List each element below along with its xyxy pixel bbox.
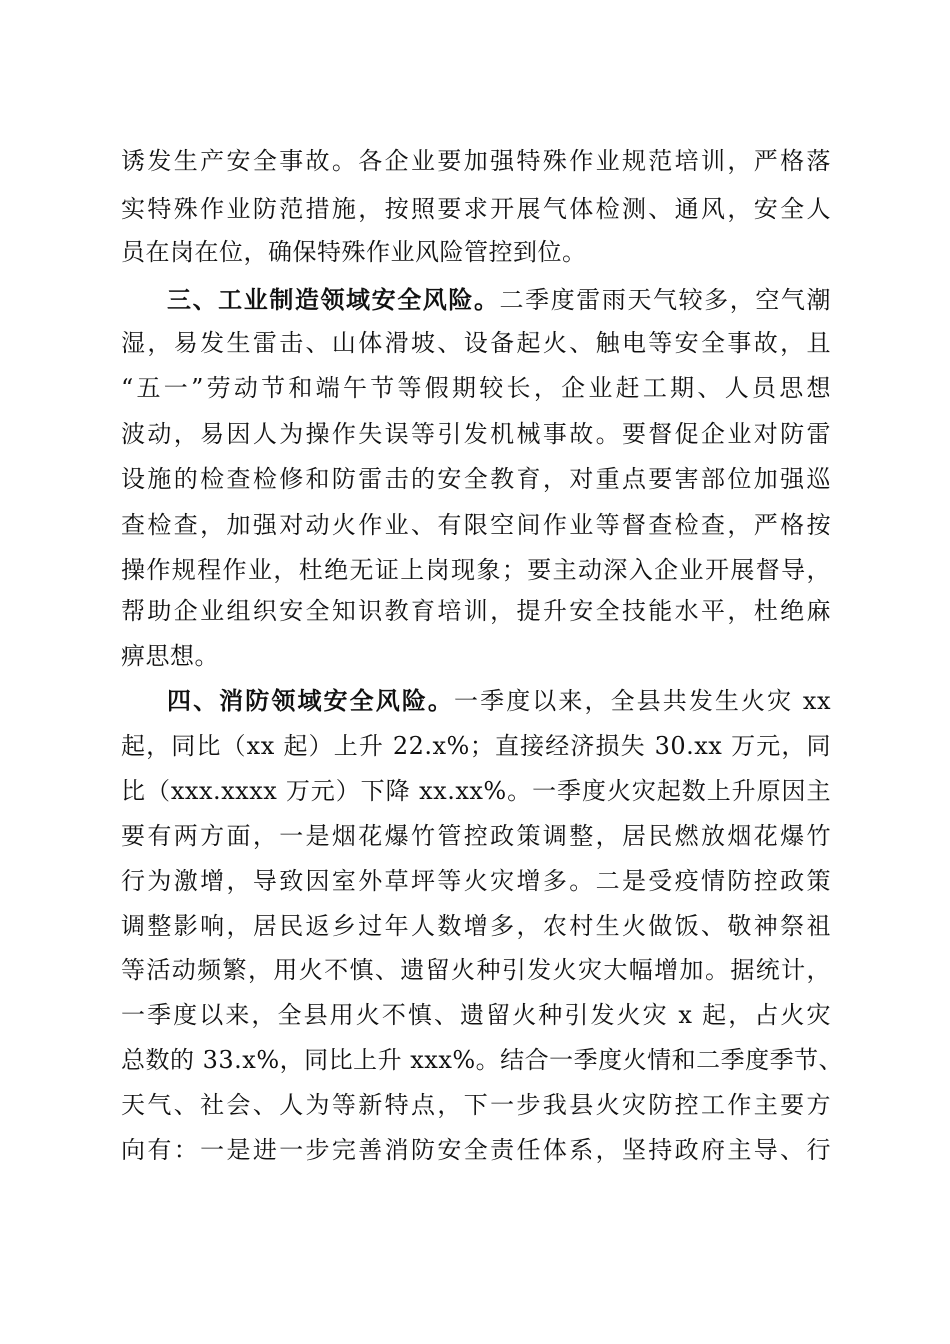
text-line: “五一”劳动节和端午节等假期较长，企业赶工期、人员思想 <box>121 374 831 402</box>
text-line: 湿，易发生雷击、山体滑坡、设备起火、触电等安全事故，且 <box>121 329 831 357</box>
section-heading: 四、消防领域安全风险。 <box>167 687 455 715</box>
text-line: 诱发生产安全事故。各企业要加强特殊作业规范培训，严格落 <box>121 147 831 175</box>
text-line: 帮助企业组织安全知识教育培训，提升安全技能水平，杜绝麻 <box>121 597 831 625</box>
text-line: 调整影响，居民返乡过年人数增多，农村生火做饭、敬神祭祖 <box>121 912 831 940</box>
text-line: 一季度以来，全县用火不慎、遗留火种引发火灾 x 起，占火灾 <box>121 1001 831 1029</box>
text-line: 起，同比（xx 起）上升 22.x%；直接经济损失 30.xx 万元，同 <box>121 732 831 760</box>
text-line: 总数的 33.x%，同比上升 xxx%。结合一季度火情和二季度季节、 <box>121 1046 844 1074</box>
text-line: 波动，易因人为操作失误等引发机械事故。要督促企业对防雷 <box>121 420 831 448</box>
section-heading: 三、工业制造领域安全风险。 <box>167 286 500 314</box>
text-run: 二季度雷雨天气较多，空气潮 <box>499 286 832 314</box>
paragraph-first-line <box>167 677 831 725</box>
text-line: 天气、社会、人为等新特点，下一步我县火灾防控工作主要方 <box>121 1091 831 1119</box>
text-line: 痹思想。 <box>121 642 219 670</box>
text-line: 员在岗在位，确保特殊作业风险管控到位。 <box>121 238 587 266</box>
text-line: 向有：一是进一步完善消防安全责任体系，坚持政府主导、行 <box>121 1136 831 1164</box>
text-line: 查检查，加强对动火作业、有限空间作业等督查检查，严格按 <box>121 511 831 539</box>
text-run: 一季度以来，全县共发生火灾 xx <box>454 687 832 715</box>
text-line: 设施的检查检修和防雷击的安全教育，对重点要害部位加强巡 <box>121 465 831 493</box>
text-line: 比（xxx.xxxx 万元）下降 xx.xx%。一季度火灾起数上升原因主 <box>121 777 831 805</box>
text-line: 行为激增，导致因室外草坪等火灾增多。二是受疫情防控政策 <box>121 867 831 895</box>
paragraph-first-line <box>167 276 831 324</box>
text-line: 要有两方面，一是烟花爆竹管控政策调整，居民燃放烟花爆竹 <box>121 822 831 850</box>
text-line: 实特殊作业防范措施，按照要求开展气体检测、通风，安全人 <box>121 195 831 223</box>
text-line: 等活动频繁，用火不慎、遗留火种引发火灾大幅增加。据统计， <box>121 956 831 984</box>
text-line: 操作规程作业，杜绝无证上岗现象；要主动深入企业开展督导， <box>121 556 831 584</box>
